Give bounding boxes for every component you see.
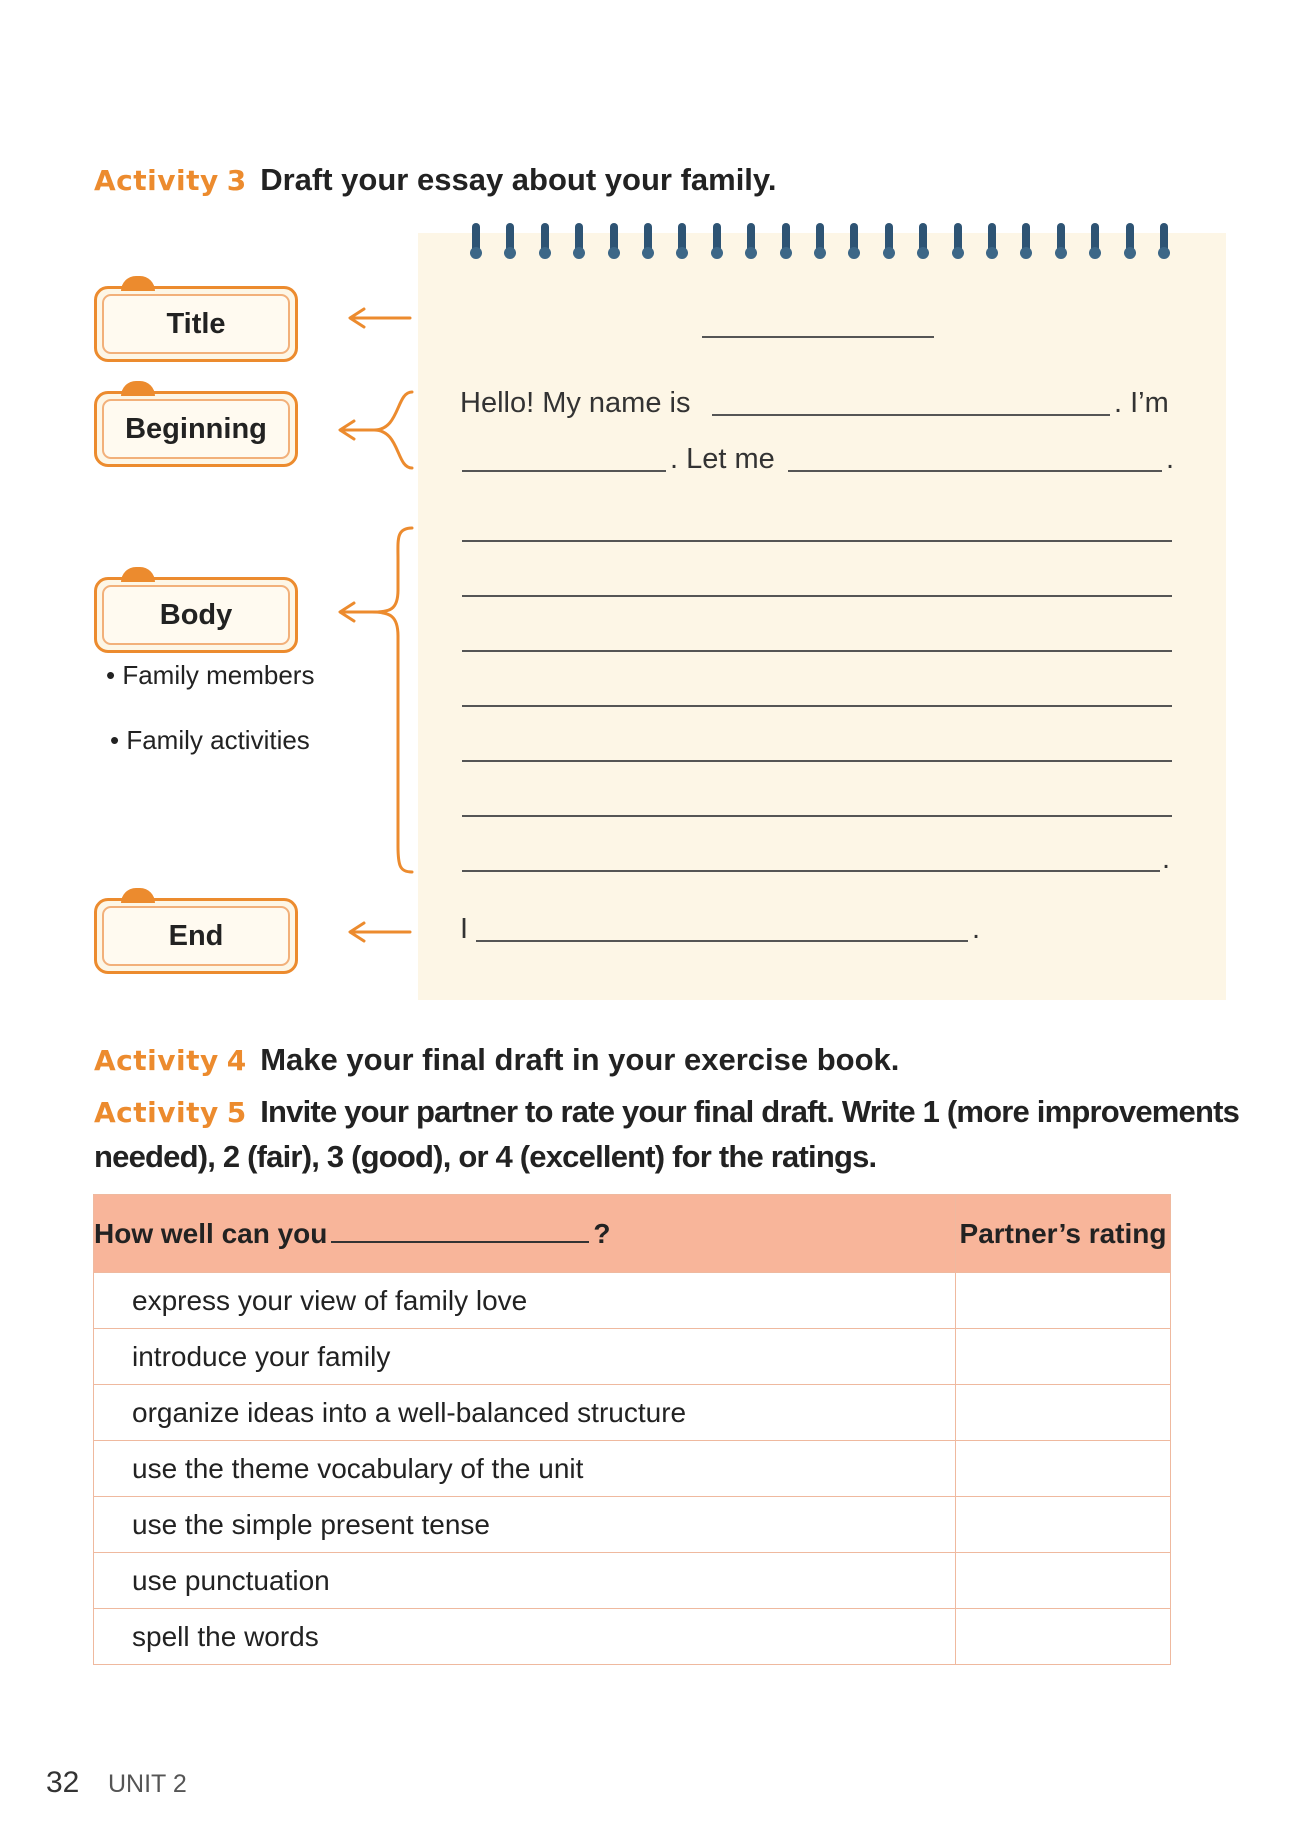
rating-cell[interactable] [956,1329,1171,1385]
intro-blank[interactable] [462,470,666,472]
activity-label: Activity [94,164,219,197]
activity-number: 3 [226,164,247,197]
header-question-blank [331,1217,589,1243]
bullet-family-activities: • Family activities [110,725,310,755]
table-row [94,1497,1171,1553]
end-label-text: End [102,906,290,966]
end-arrow-icon [350,923,410,941]
table-header-question [94,1195,956,1273]
rating-cell[interactable] [956,1609,1171,1665]
beginning-line2-mid: . Let me [670,443,775,475]
skill-cell: express your view of family love [94,1273,956,1329]
table-header-rating: Partner’s rating [956,1195,1171,1273]
skill-cell: use punctuation [94,1553,956,1609]
table-row [94,1609,1171,1665]
rating-cell[interactable] [956,1497,1171,1553]
rating-cell[interactable] [956,1441,1171,1497]
body-line[interactable] [462,540,1172,542]
activity-instruction: Draft your essay about your family. [260,162,777,197]
skill-cell: spell the words [94,1609,956,1665]
rating-cell[interactable] [956,1553,1171,1609]
header-question-end: ? [593,1218,611,1249]
end-blank[interactable] [476,940,968,942]
body-period: . [1162,843,1171,875]
activity-number: 4 [226,1044,247,1077]
rating-cell[interactable] [956,1385,1171,1441]
skill-cell: organize ideas into a well-balanced structure [94,1385,956,1441]
body-line[interactable] [462,650,1172,652]
beginning-label-text: Beginning [102,399,290,459]
title-arrow-icon [350,309,410,327]
table-row [94,1441,1171,1497]
activity-instruction: Make your final draft in your exercise book. [260,1042,900,1077]
beginning-brace-icon [340,392,412,468]
skill-cell: use the simple present tense [94,1497,956,1553]
table-row [94,1329,1171,1385]
beginning-line2-period: . [1166,443,1175,475]
table-row [94,1273,1171,1329]
activity-5-heading [94,1092,1239,1133]
activity-label: Activity [94,1096,219,1129]
page-number: 32 [46,1766,80,1799]
activity-label: Activity [94,1044,219,1077]
table-row [94,1385,1171,1441]
rating-table [93,1194,1171,1665]
header-question-start: How well can you [94,1218,328,1249]
activity-instruction-line1: Invite your partner to rate your final draft. Write 1 (more improvements [260,1094,1240,1129]
body-line[interactable] [462,815,1172,817]
activity-instruction-line2: needed), 2 (fair), 3 (good), or 4 (excellent) for the ratings. [94,1139,877,1174]
title-label-text: Title [102,294,290,354]
activity-4-heading [94,1040,899,1081]
let-me-blank[interactable] [788,470,1162,472]
end-period: . [972,913,981,945]
beginning-line1-end: . I’m [1114,387,1169,419]
body-brace-icon [340,528,412,872]
bullet-family-members: • Family members [106,660,315,690]
body-line[interactable] [462,595,1172,597]
skill-cell: introduce your family [94,1329,956,1385]
rating-cell[interactable] [956,1273,1171,1329]
unit-label: UNIT 2 [108,1770,187,1798]
body-line[interactable] [462,760,1172,762]
body-label-text: Body [102,585,290,645]
beginning-line1-start: Hello! My name is [460,387,691,419]
skill-cell: use the theme vocabulary of the unit [94,1441,956,1497]
activity-number: 5 [226,1096,247,1129]
end-line-start: I [460,913,469,945]
table-header-row [94,1195,1171,1273]
title-blank[interactable] [702,336,934,338]
body-line[interactable] [462,705,1172,707]
name-blank[interactable] [712,414,1110,416]
table-row [94,1553,1171,1609]
body-line[interactable] [462,870,1160,872]
